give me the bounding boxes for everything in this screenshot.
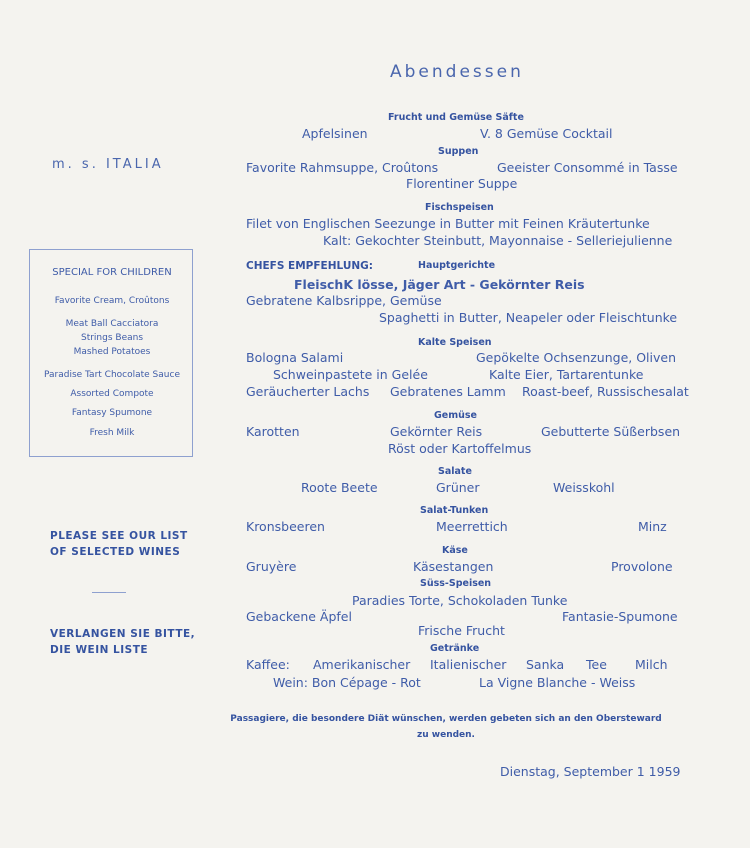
wine-list-note-de [50, 626, 195, 658]
children-menu-item: Meat Ball Cacciatora [65, 319, 159, 329]
menu-item: Gekörnter Reis [390, 424, 483, 439]
wine-list-note-de-line: DIE WEIN LISTE [50, 644, 149, 656]
menu-item: Gruyère [246, 559, 297, 574]
children-menu-item: Strings Beans [80, 333, 144, 343]
menu-item: Wein: Bon Cépage - Rot [273, 675, 421, 690]
menu-item: Gebratene Kalbsrippe, Gemüse [246, 293, 442, 308]
menu-item: Frische Frucht [418, 623, 505, 638]
menu-item: Weisskohl [553, 480, 615, 495]
section-heading-soups: Suppen [438, 146, 479, 157]
section-heading-fish: Fischspeisen [425, 202, 494, 213]
children-menu-item: Favorite Cream, Croûtons [54, 296, 170, 306]
section-heading-vegetables: Gemüse [434, 410, 478, 421]
menu-item: Kaffee: [246, 657, 290, 672]
menu-item: La Vigne Blanche - Weiss [479, 675, 636, 690]
wine-list-note-en [50, 528, 188, 560]
chef-recommendation-label: CHEFS EMPFEHLUNG: [246, 260, 373, 272]
wine-list-note-de-line: VERLANGEN SIE BITTE, [50, 628, 196, 640]
section-heading-juices: Frucht und Gemüse Säfte [388, 112, 524, 123]
divider [92, 592, 126, 593]
menu-item: Gepökelte Ochsenzunge, Oliven [476, 350, 677, 365]
section-heading-cheese: Käse [442, 545, 468, 556]
children-menu-item: Paradise Tart Chocolate Sauce [44, 370, 180, 380]
menu-item: Bologna Salami [246, 350, 344, 365]
menu-item: Röst oder Kartoffelmus [388, 441, 532, 456]
menu-item: Roast-beef, Russischesalat [522, 384, 689, 399]
section-heading-main: Hauptgerichte [418, 260, 496, 271]
menu-item: Geräucherter Lachs [246, 384, 370, 399]
children-menu-item: Mashed Potatoes [73, 347, 151, 357]
chef-special-item: FleischK lösse, Jäger Art - Gekörnter Reis [294, 277, 585, 292]
menu-item: Tee [586, 657, 607, 672]
menu-item: Gebackene Äpfel [246, 609, 352, 624]
dietary-note: Passagiere, die besondere Diät wünschen, werden gebeten sich an den Obersteward zu wenden. [230, 714, 662, 740]
children-menu-item: Fresh Milk [89, 428, 135, 438]
menu-item: Karotten [246, 424, 300, 439]
menu-item: Kalt: Gekochter Steinbutt, Mayonnaise - Selleriejulienne [323, 233, 673, 248]
menu-item: Favorite Rahmsuppe, Croûtons [246, 160, 439, 175]
menu-item: Gebutterte Süßerbsen [541, 424, 681, 439]
wine-list-note-en-line: PLEASE SEE OUR LIST [50, 530, 188, 542]
children-menu-item: Assorted Compote [70, 389, 154, 399]
menu-item: Roote Beete [301, 480, 378, 495]
menu-item: Käsestangen [413, 559, 494, 574]
children-menu-item: Fantasy Spumone [71, 408, 153, 418]
menu-item: Spaghetti in Butter, Neapeler oder Fleischtunke [379, 310, 678, 325]
section-heading-desserts: Süss-Speisen [420, 578, 492, 589]
children-menu-box [29, 249, 193, 457]
menu-item: Amerikanischer [313, 657, 411, 672]
menu-item: Sanka [526, 657, 565, 672]
wine-list-note-en-line: OF SELECTED WINES [50, 546, 181, 558]
menu-item: Kronsbeeren [246, 519, 325, 534]
menu-item: Geeister Consommé in Tasse [497, 160, 678, 175]
menu-item: V. 8 Gemüse Cocktail [480, 126, 613, 141]
section-heading-beverages: Getränke [430, 643, 480, 654]
section-heading-salads: Salate [438, 466, 472, 477]
section-heading-cold: Kalte Speisen [418, 337, 492, 348]
menu-title: Abendessen [390, 62, 524, 82]
menu-item: Milch [635, 657, 668, 672]
menu-item: Fantasie-Spumone [562, 609, 678, 624]
menu-item: Minz [638, 519, 667, 534]
menu-item: Florentiner Suppe [406, 176, 518, 191]
menu-date: Dienstag, September 1 1959 [500, 764, 681, 779]
children-menu-heading: SPECIAL FOR CHILDREN [52, 267, 172, 278]
menu-item: Apfelsinen [302, 126, 368, 141]
menu-item: Provolone [611, 559, 673, 574]
menu-item: Gebratenes Lamm [390, 384, 506, 399]
menu-item: Meerrettich [436, 519, 508, 534]
section-heading-dressings: Salat-Tunken [420, 505, 489, 516]
menu-item: Filet von Englischen Seezunge in Butter mit Feinen Kräutertunke [246, 216, 650, 231]
menu-item: Paradies Torte, Schokoladen Tunke [352, 593, 568, 608]
menu-item: Italienischer [430, 657, 507, 672]
ship-name: m. s. ITALIA [52, 157, 164, 172]
menu-item: Grüner [436, 480, 480, 495]
menu-item: Schweinpastete in Gelée [273, 367, 428, 382]
menu-item: Kalte Eier, Tartarentunke [489, 367, 644, 382]
